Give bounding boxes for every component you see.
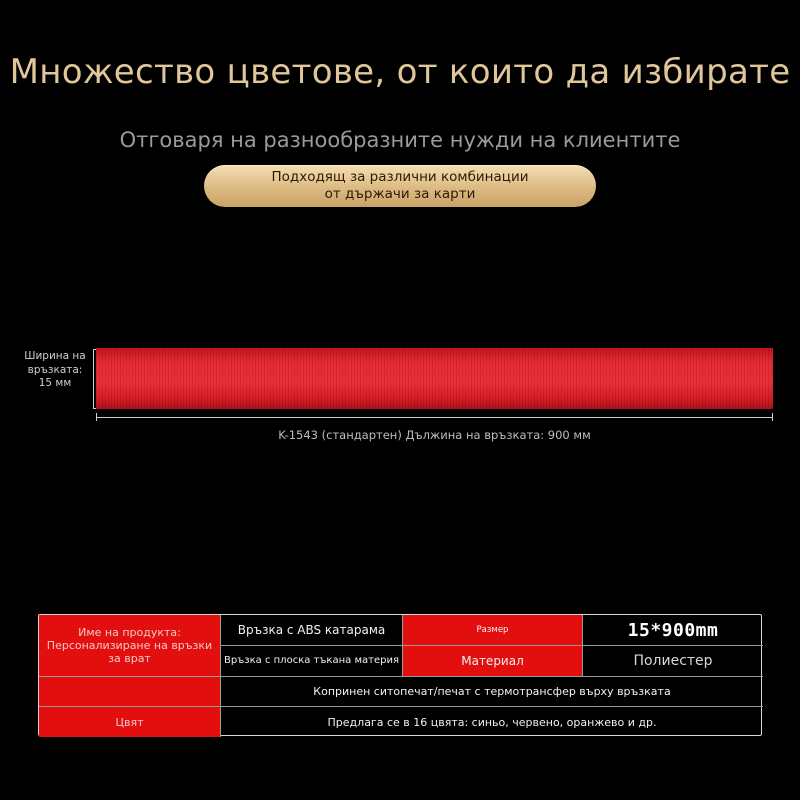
length-label: K-1543 (стандартен) Дължина на връзката: 900 мм bbox=[278, 428, 591, 442]
size-value: 15*900mm bbox=[627, 619, 719, 641]
print-label-cell bbox=[39, 676, 220, 706]
badge-line-1: Подходящ за различни комбинации bbox=[271, 169, 529, 185]
print-value-cell bbox=[220, 676, 763, 706]
material-value-cell bbox=[582, 645, 763, 676]
color-value-cell bbox=[220, 706, 763, 737]
product-name-cell bbox=[39, 615, 220, 676]
lanyard-strap-image bbox=[96, 348, 773, 409]
color-value: Предлага се в 16 цвята: синьо, червено, оранжево и др. bbox=[327, 715, 657, 729]
print-value: Копринен ситопечат/печат с термотрансфер върху връзката bbox=[313, 685, 671, 698]
spec-table bbox=[38, 614, 762, 736]
size-value-cell bbox=[582, 615, 763, 645]
buckle-cell bbox=[220, 615, 402, 645]
width-label: Ширина на връзката: 15 мм bbox=[24, 350, 86, 389]
size-label-cell bbox=[402, 615, 582, 645]
buckle-label: Връзка с ABS катарама bbox=[237, 623, 386, 637]
headline: Множество цветове, от които да избирате bbox=[9, 52, 791, 92]
product-name-label: Име на продукта: Персонализиране на връзки за врат bbox=[46, 626, 213, 665]
compatibility-badge bbox=[204, 165, 596, 207]
flat-woven-cell bbox=[220, 645, 402, 676]
material-label-cell bbox=[402, 645, 582, 676]
color-label-cell bbox=[39, 706, 220, 737]
subtitle: Отговаря на разнообразните нужди на клиентите bbox=[119, 128, 681, 152]
material-label: Материал bbox=[461, 654, 524, 668]
size-label: Размер bbox=[476, 625, 509, 635]
color-label: Цвят bbox=[115, 715, 144, 729]
material-value: Полиестер bbox=[633, 653, 713, 669]
flat-woven-label: Връзка с плоска тъкана материя bbox=[224, 655, 399, 666]
length-dimension-line bbox=[96, 417, 773, 426]
badge-line-2: от държачи за карти bbox=[324, 186, 476, 202]
